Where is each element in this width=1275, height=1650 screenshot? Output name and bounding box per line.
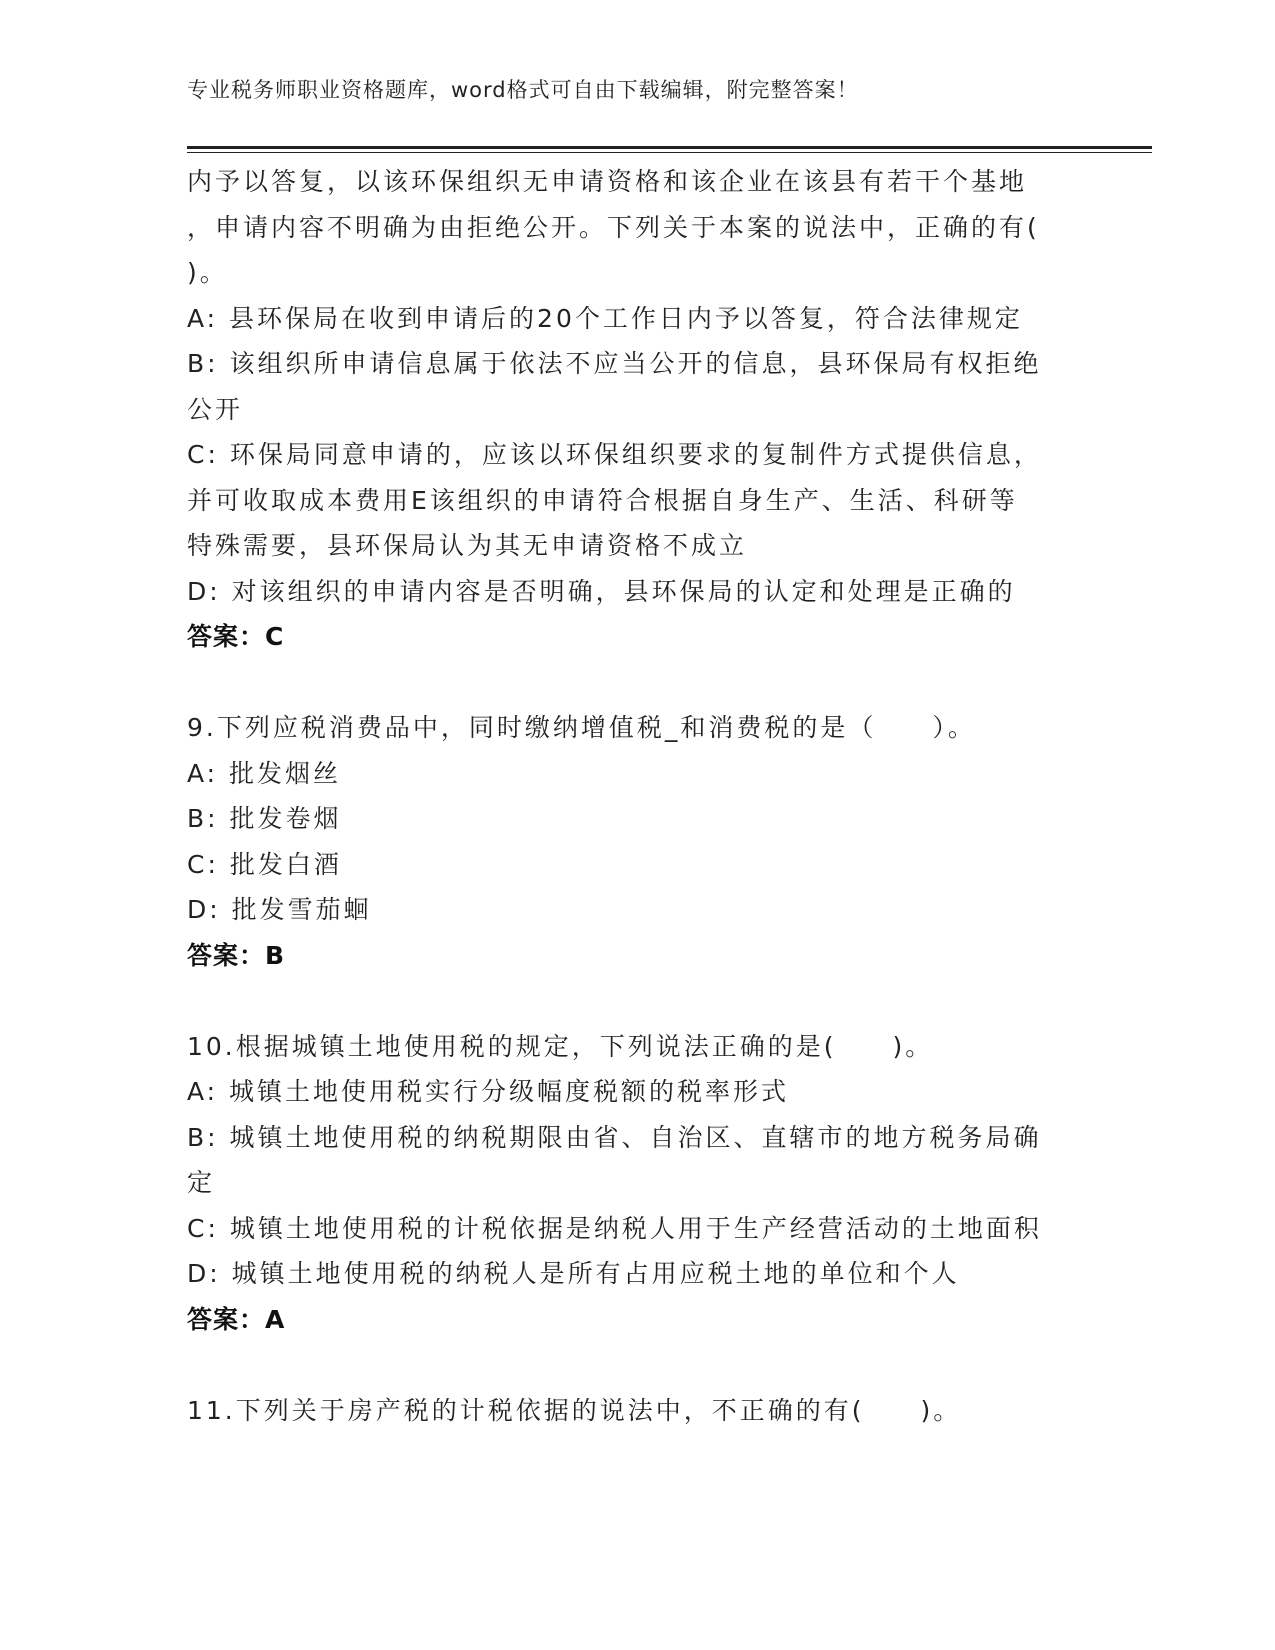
header-rule-thick [187, 146, 1152, 149]
question-stem-line: )。 [187, 258, 228, 287]
option-d: D: 城镇土地使用税的纳税人是所有占用应税土地的单位和个人 [187, 1259, 960, 1288]
option-a: A: 城镇土地使用税实行分级幅度税额的税率形式 [187, 1077, 790, 1106]
option-c: C: 环保局同意申请的，应该以环保组织要求的复制件方式提供信息， [187, 440, 1042, 469]
question-10 [187, 1024, 1087, 1343]
question-stem: 9.下列应税消费品中，同时缴纳增值税_和消费税的是（ ）。 [187, 713, 976, 742]
question-stem: 10.根据城镇土地使用税的规定，下列说法正确的是( )。 [187, 1031, 934, 1061]
question-8-continued [187, 159, 1087, 660]
document-body [187, 159, 1087, 1433]
option-c: C: 城镇土地使用税的计税依据是纳税人用于生产经营活动的土地面积 [187, 1213, 1042, 1243]
spacer [187, 1342, 1087, 1388]
option-b: B: 城镇土地使用税的纳税期限由省、自治区、直辖市的地方税务局确 [187, 1122, 1042, 1152]
option-a: A: 县环保局在收到申请后的20个工作日内予以答复，符合法律规定 [187, 303, 1023, 333]
spacer [187, 660, 1087, 706]
answer-label: 答案：A [187, 1304, 286, 1334]
option-b: B: 批发卷烟 [187, 804, 342, 833]
option-d: D: 批发雪茄蛔 [187, 895, 372, 924]
question-9 [187, 705, 1087, 978]
option-b-continued: 公开 [187, 394, 244, 424]
question-stem: 11.下列关于房产税的计税依据的说法中，不正确的有( )。 [187, 1395, 962, 1425]
option-a: A: 批发烟丝 [187, 758, 342, 788]
option-d: D: 对该组织的申请内容是否明确，县环保局的认定和处理是正确的 [187, 576, 1016, 606]
answer-label: 答案：C [187, 622, 285, 651]
page-header: 专业税务师职业资格题库，word格式可自由下载编辑，附完整答案！ [187, 78, 859, 102]
answer-label: 答案：B [187, 940, 286, 970]
question-11 [187, 1388, 1087, 1434]
question-stem-line: 内予以答复，以该环保组织无申请资格和该企业在该县有若干个基地 [187, 167, 1028, 196]
option-c-continued: 特殊需要，县环保局认为其无申请资格不成立 [187, 531, 748, 560]
option-b-continued: 定 [187, 1168, 216, 1197]
option-c: C: 批发白酒 [187, 849, 342, 879]
question-stem-line: ，申请内容不明确为由拒绝公开。下列关于本案的说法中，正确的有( [187, 212, 1040, 242]
header-rule-thin [187, 152, 1152, 153]
option-b: B: 该组织所申请信息属于依法不应当公开的信息，县环保局有权拒绝 [187, 349, 1042, 378]
option-c-continued: 并可收取成本费用E该组织的申请符合根据自身生产、生活、科研等 [187, 485, 1018, 515]
spacer [187, 978, 1087, 1024]
